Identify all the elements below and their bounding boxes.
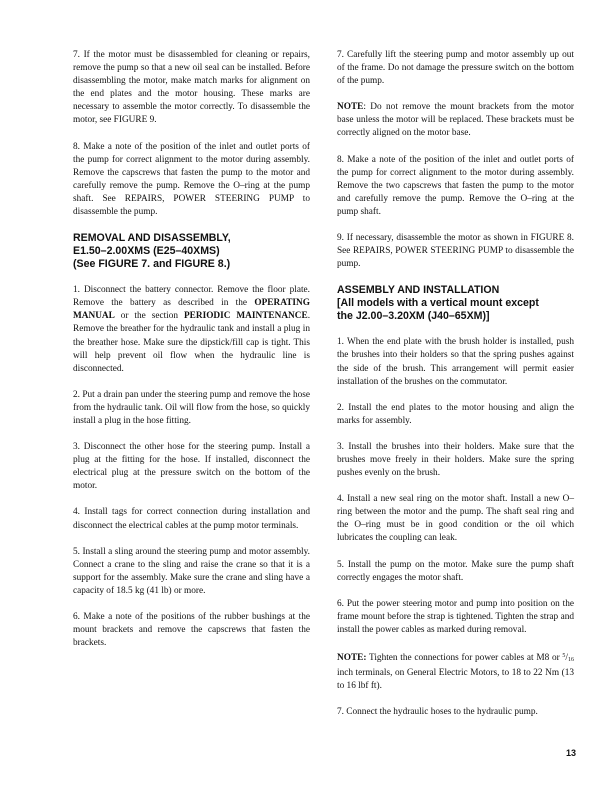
step-7-disassemble-motor: 7. If the motor must be disassembled for cleaning or repairs, remove the pump so that a new oil seal can be installed. Before disassembling the motor, make match marks for alignment on the end plates and the motor housing. These marks are necessary to assemble the motor correctly. To disassemble the motor, see FIGURE 9. — [73, 50, 310, 126]
heading-line-3: the J2.00–3.20XM (J40–65XM)] — [337, 310, 490, 323]
removal-step-8: 8. Make a note of the position of the inlet and outlet ports of the pump for correct alignment to the motor during assembly. Remove the two capscrews that fasten the pump to the motor and carefully remove the pump. Remove the O–ring at the pump shaft. — [337, 154, 574, 217]
assembly-step-6: 6. Put the power steering motor and pump into position on the frame mount before the strap is tightened. Tighten the strap and install the power cables as marked during removal. — [337, 598, 574, 635]
text: or the section — [114, 311, 184, 322]
note-text: inch terminals, on General Electric Motors, to 18 to 22 Nm (13 to 16 lbf ft). — [337, 668, 574, 692]
removal-step-5: 5. Install a sling around the steering pump and motor assembly. Connect a crane to the sling and raise the crane so that it is a support for the assembly. Make sure the crane and sling have a capacity of 18.5 kg (41 lb) or more. — [73, 546, 310, 596]
note-mount-brackets — [337, 101, 574, 140]
removal-step-9: 9. If necessary, disassemble the motor as shown in FIGURE 8. See REPAIRS, POWER STEERING PUMP to disassemble the pump. — [337, 233, 574, 270]
heading-line-2: [All models with a vertical mount except — [337, 297, 539, 310]
removal-step-2: 2. Put a drain pan under the steering pump and remove the hose from the hydraulic tank. Oil will flow from the hose, so quickly install a plug in the hose fitting. — [73, 389, 310, 426]
assembly-step-2: 2. Install the end plates to the motor housing and align the marks for assembly. — [337, 402, 574, 426]
assembly-step-1: 1. When the end plate with the brush holder is installed, push the brushes into their holders so that the spring pushes against the side of the brush. This arrangement will permit easier installation of the brushes on the commutator. — [337, 337, 574, 387]
note-text: : Do not remove the mount brackets from the motor base unless the motor will be replaced. These brackets must be correctly aligned on the motor base. — [337, 102, 574, 139]
heading-line-3: (See FIGURE 7. and FIGURE 8.) — [73, 258, 231, 271]
heading-line-1: ASSEMBLY AND INSTALLATION — [337, 284, 500, 297]
assembly-step-3: 3. Install the brushes into their holders. Make sure that the brushes move freely in their holders. Make sure the spring pushes evenly on the brush. — [337, 441, 574, 479]
assembly-step-7: 7. Connect the hydraulic hoses to the hydraulic pump. — [337, 707, 538, 718]
note-torque — [337, 650, 574, 693]
removal-step-1 — [73, 284, 310, 376]
removal-step-7: 7. Carefully lift the steering pump and motor assembly up out of the frame. Do not damage the pressure switch on the bottom of the pump. — [337, 50, 574, 87]
removal-step-4: 4. Install tags for correct connection during installation and disconnect the electrical cables at the pump motor terminals. — [73, 507, 310, 531]
note-label: NOTE: — [337, 653, 367, 663]
section-heading-removal — [73, 232, 310, 271]
assembly-step-5: 5. Install the pump on the motor. Make sure the pump shaft correctly engages the motor shaft. — [337, 559, 574, 583]
left-column — [73, 49, 310, 663]
fraction-numerator: 5 — [562, 653, 566, 659]
right-column — [337, 49, 574, 732]
note-label: NOTE — [337, 102, 364, 113]
assembly-step-4: 4. Install a new seal ring on the motor shaft. Install a new O–ring between the motor and the pump. The shaft seal ring and the O–ring must be in good condition or the oil which lubricates the coupling can leak. — [337, 494, 574, 544]
heading-line-1: REMOVAL AND DISASSEMBLY, — [73, 232, 231, 245]
text: 1. Disconnect the battery connector. Remove the floor plate. Remove the battery as described in the — [73, 285, 310, 309]
section-heading-assembly — [337, 284, 574, 323]
fraction-denominator: 16 — [568, 657, 574, 663]
fraction: $^5/_{16}$ — [562, 653, 574, 663]
ref-periodic-maintenance: PERIODIC MAINTENANCE — [183, 311, 308, 322]
text: . Remove the breather for the hydraulic tank and install a plug in the breather hose. Make sure the dipstick/fill cap is tight. This will help prevent oil flow when the hydraulic line is disconnected. — [73, 311, 311, 374]
note-text: Tighten the connections for power cables at M8 or — [366, 653, 563, 663]
heading-line-2: E1.50–2.00XMS (E25–40XMS) — [73, 245, 220, 258]
page-number: 13 — [566, 748, 577, 758]
step-8-note-ports: 8. Make a note of the position of the inlet and outlet ports of the pump for correct alignment to the motor during assembly. Remove the capscrews that fasten the pump to the motor and carefully remove the pump. Remove the O–ring at the pump shaft. See REPAIRS, POWER STEERING PUMP to disassemble the pump. — [73, 141, 310, 218]
removal-step-6: 6. Make a note of the positions of the rubber bushings at the mount brackets and remove the capscrews that fasten the brackets. — [73, 612, 310, 649]
removal-step-3: 3. Disconnect the other hose for the steering pump. Install a plug at the fitting for the hose. If installed, disconnect the electrical plug at the pressure switch on the bottom of the motor. — [73, 442, 310, 492]
ref-operating-manual: OPERATING MANUAL — [73, 298, 310, 322]
